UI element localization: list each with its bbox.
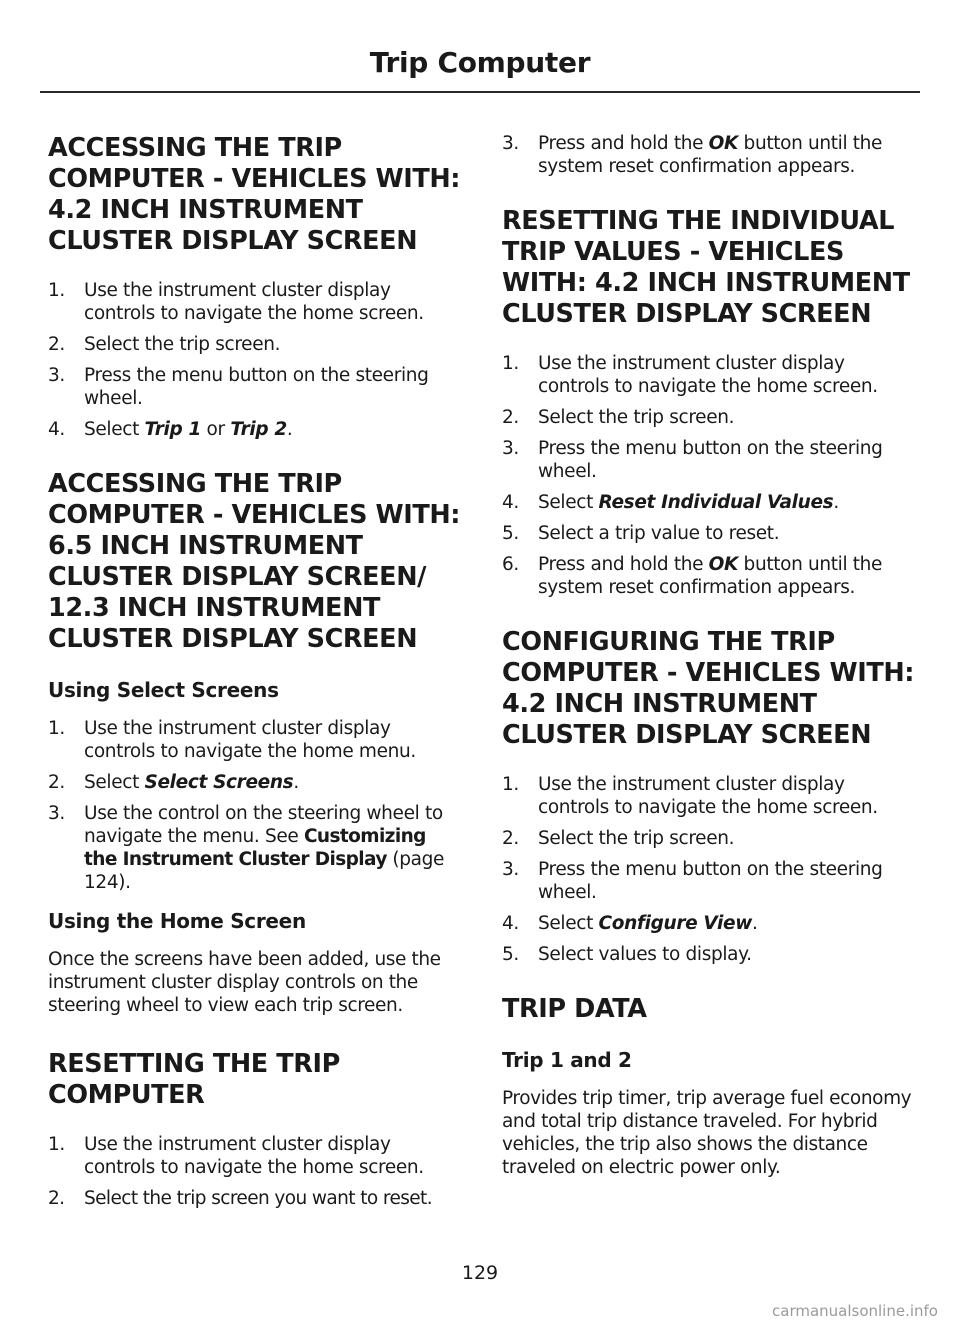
list-item: 2. Select Select Screens. xyxy=(48,772,299,793)
list-item: 3. Press the menu button on the steering wheel. xyxy=(48,365,429,409)
menu-option-select-screens: Select Screens xyxy=(144,772,294,793)
subheading-using-home-screen: Using the Home Screen xyxy=(48,909,306,933)
steps-accessing-4-2 xyxy=(48,279,463,441)
list-item: 1. Use the instrument cluster display controls to navigate the home screen. xyxy=(48,280,424,324)
steps-resetting-individual xyxy=(502,352,917,599)
section-heading-accessing-4-2: ACCESSING THE TRIP COMPUTER - VEHICLES WITH: 4.2 INCH INSTRUMENT CLUSTER DISPLAY SCREEN xyxy=(48,133,461,256)
section-heading-trip-data: TRIP DATA xyxy=(502,994,647,1024)
steps-configuring xyxy=(502,773,917,966)
list-item: 6. Press and hold the OK button until the system reset confirmation appears. xyxy=(502,554,883,598)
left-column xyxy=(48,133,463,1218)
menu-option-reset-individual-values: Reset Individual Values xyxy=(598,492,834,513)
page-number: 129 xyxy=(461,1262,499,1284)
list-item: 3. Press the menu button on the steering wheel. xyxy=(502,438,883,482)
list-item: 1. Use the instrument cluster display controls to navigate the home screen. xyxy=(502,774,878,818)
cross-reference-link[interactable]: Customizing the Instrument Cluster Display xyxy=(84,826,426,870)
menu-option-configure-view: Configure View xyxy=(598,913,752,934)
list-item: 2. Select the trip screen. xyxy=(48,334,281,355)
section-heading-configuring: CONFIGURING THE TRIP COMPUTER - VEHICLES WITH: 4.2 INCH INSTRUMENT CLUSTER DISPLAY SCREEN xyxy=(502,627,915,750)
steps-resetting-continued xyxy=(502,132,917,178)
list-item: 5. Select a trip value to reset. xyxy=(502,523,780,544)
steps-resetting xyxy=(48,1133,463,1210)
list-item: 3. Press and hold the OK button until the system reset confirmation appears. xyxy=(502,133,883,177)
list-item: 2. Select the trip screen. xyxy=(502,828,735,849)
subheading-trip-1-and-2: Trip 1 and 2 xyxy=(502,1048,632,1072)
paragraph-home-screen: Once the screens have been added, use the instrument cluster display controls on the steering wheel to view each trip screen. xyxy=(48,949,441,1016)
ok-button-label: OK xyxy=(708,133,739,154)
watermark-text: carmanualsonline.info xyxy=(772,1302,938,1320)
page-header-title: Trip Computer xyxy=(369,46,591,79)
list-item: 3. Use the control on the steering wheel to navigate the menu. See Customizing the Instrument Cluster Display (page 124). xyxy=(48,803,445,893)
steps-select-screens xyxy=(48,717,463,894)
list-item: 5. Select values to display. xyxy=(502,944,752,965)
list-item: 1. Use the instrument cluster display controls to navigate the home screen. xyxy=(502,353,878,397)
menu-option-trip-2: Trip 2 xyxy=(230,419,287,440)
list-item: 2. Select the trip screen. xyxy=(502,407,735,428)
list-item: 4. Select Configure View. xyxy=(502,913,758,934)
list-item: 3. Press the menu button on the steering wheel. xyxy=(502,859,883,903)
section-heading-accessing-6-5-12-3: ACCESSING THE TRIP COMPUTER - VEHICLES WITH: 6.5 INCH INSTRUMENT CLUSTER DISPLAY SCREEN/ 12.3 INCH INSTRUMENT CLUSTER DISPLAY SCREEN xyxy=(48,469,461,654)
paragraph-trip-data: Provides trip timer, trip average fuel economy and total trip distance traveled. For hybrid vehicles, the trip also shows the distance traveled on electric power only. xyxy=(502,1088,912,1178)
section-heading-resetting-trip-computer: RESETTING THE TRIP COMPUTER xyxy=(48,1049,340,1110)
header-divider xyxy=(40,91,920,93)
list-item: 4. Select Trip 1 or Trip 2. xyxy=(48,419,293,440)
list-item: 2. Select the trip screen you want to reset. xyxy=(48,1188,432,1209)
right-column xyxy=(502,132,917,1201)
subheading-using-select-screens: Using Select Screens xyxy=(48,678,279,702)
list-item: 1. Use the instrument cluster display controls to navigate the home menu. xyxy=(48,718,416,762)
list-item: 1. Use the instrument cluster display controls to navigate the home screen. xyxy=(48,1134,424,1178)
list-item: 4. Select Reset Individual Values. xyxy=(502,492,839,513)
menu-option-trip-1: Trip 1 xyxy=(144,419,202,440)
ok-button-label: OK xyxy=(708,554,739,575)
section-heading-resetting-individual: RESETTING THE INDIVIDUAL TRIP VALUES - VEHICLES WITH: 4.2 INCH INSTRUMENT CLUSTER DISPLAY SCREEN xyxy=(502,206,910,329)
